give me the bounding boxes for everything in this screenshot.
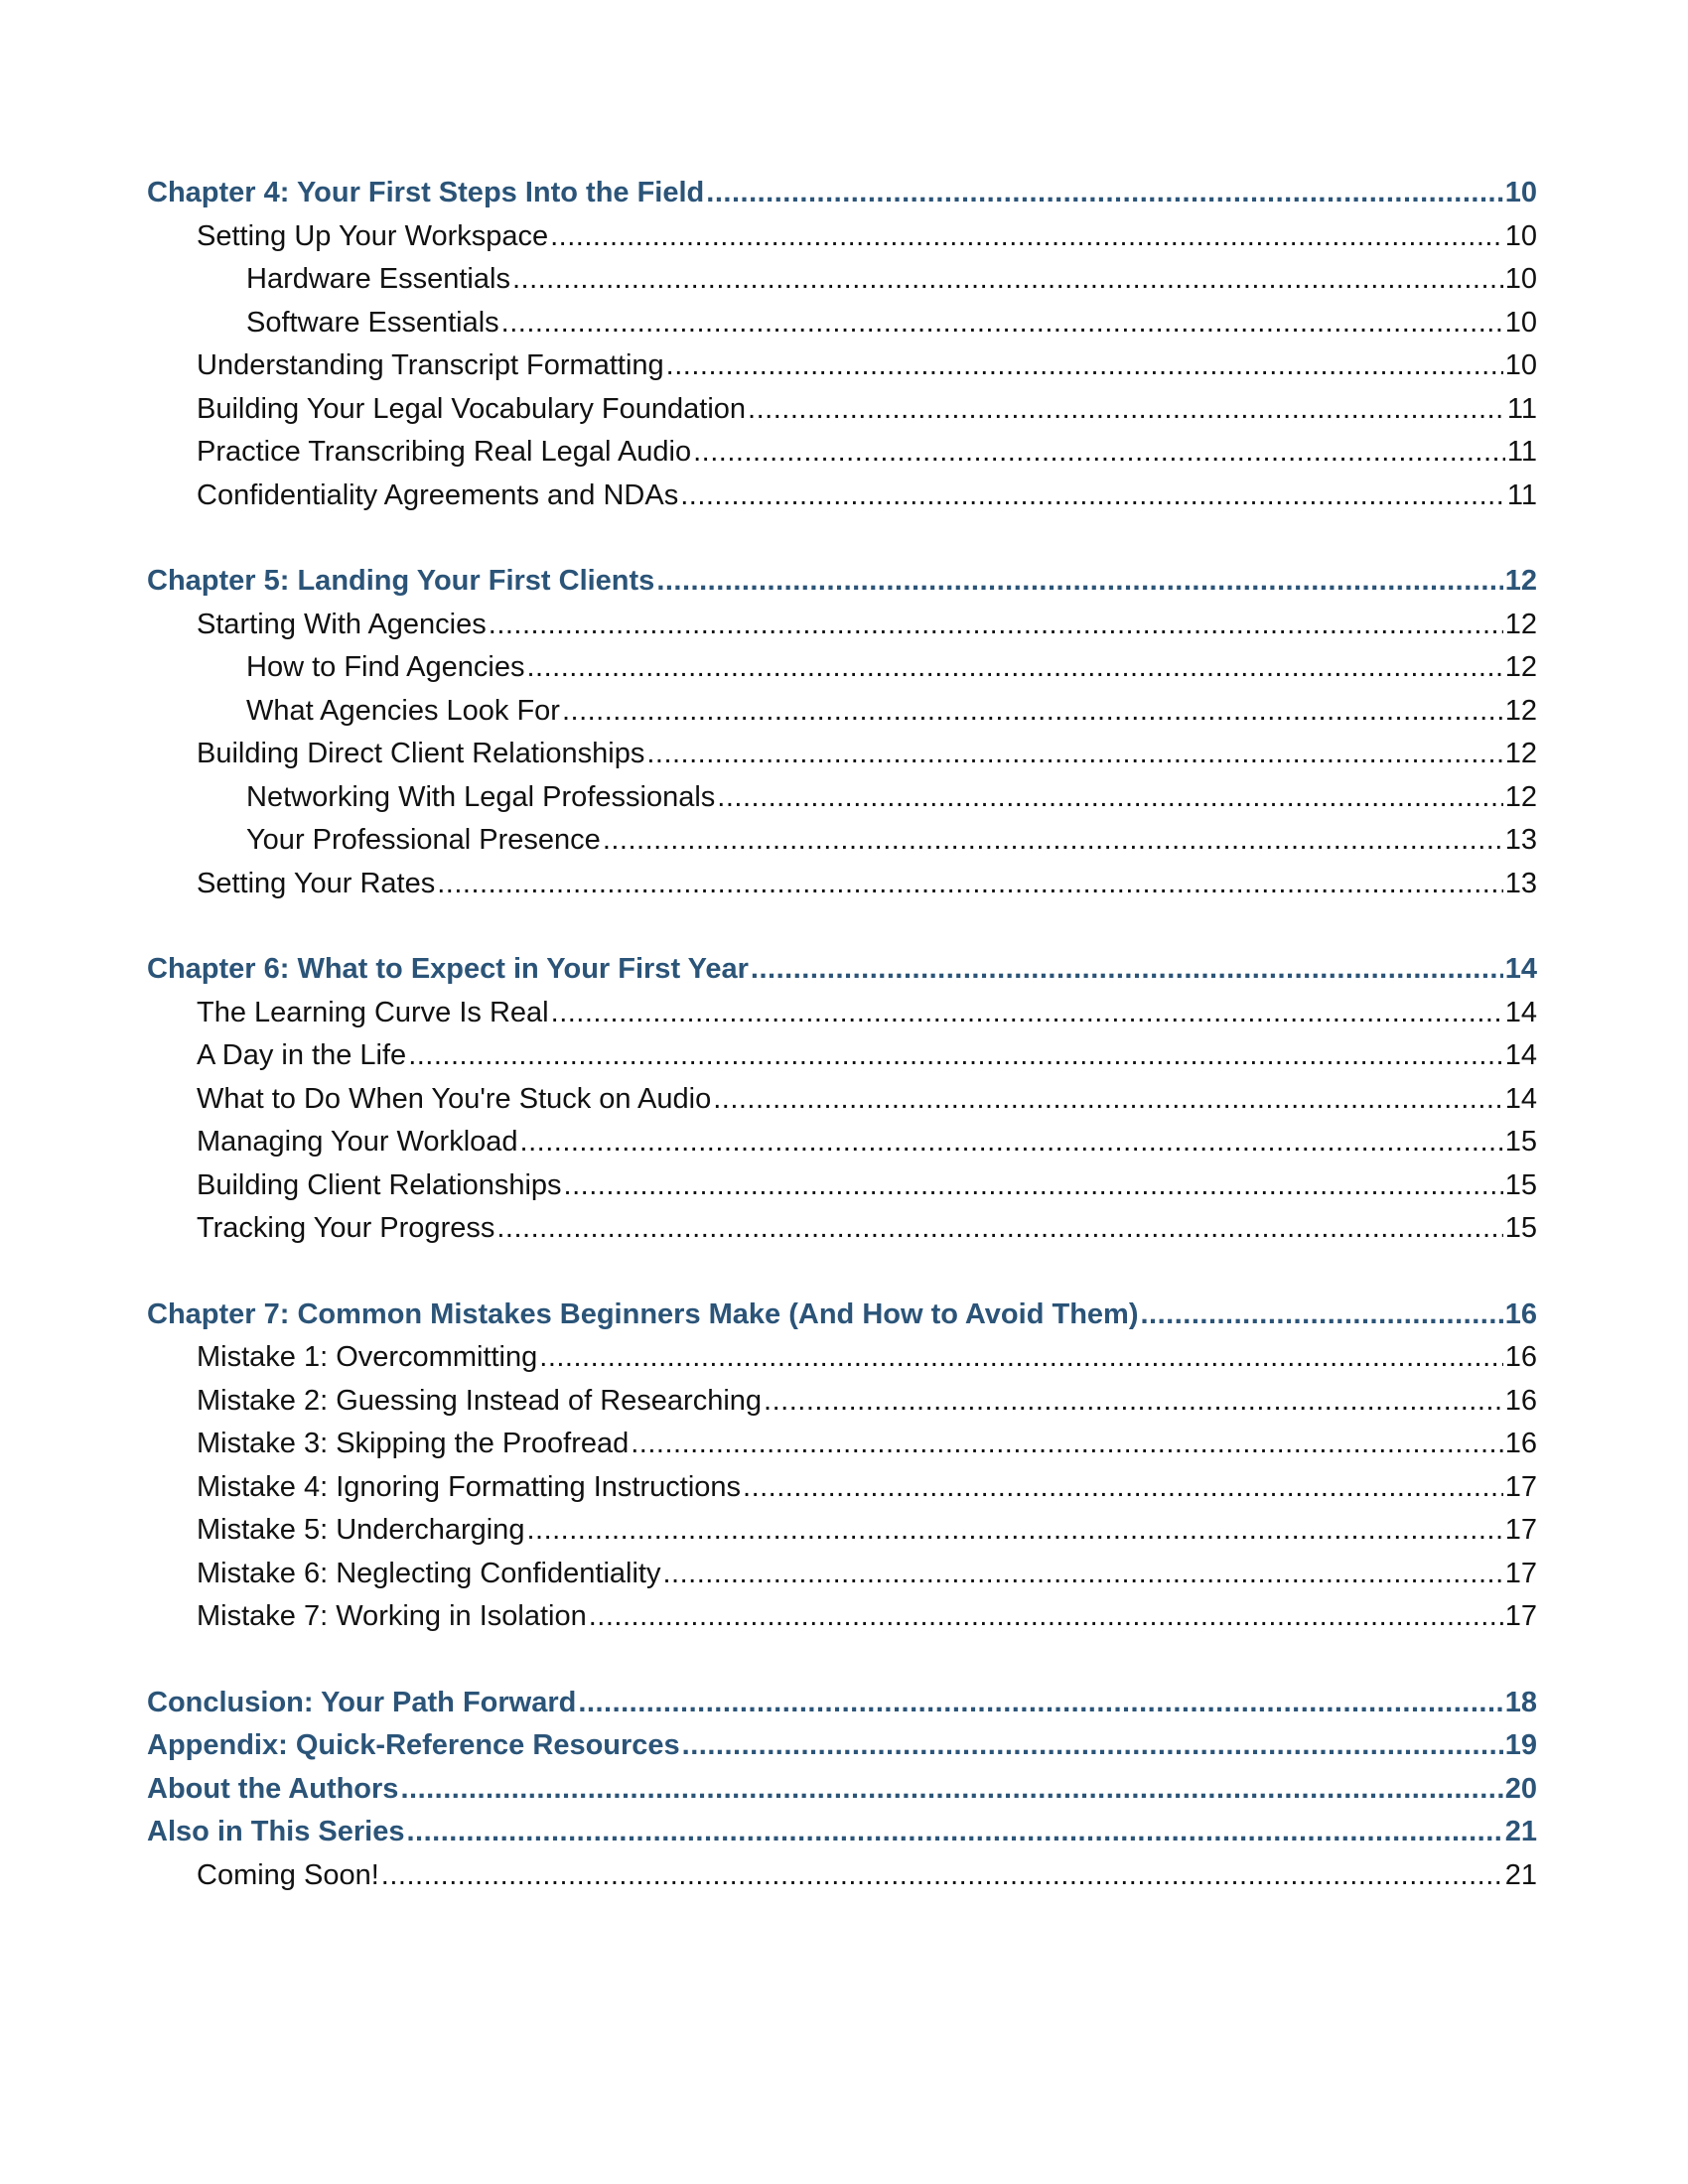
toc-section-entry[interactable] <box>147 1553 1537 1596</box>
toc-entry-title: Mistake 3: Skipping the Proofread <box>197 1428 630 1459</box>
toc-section-entry[interactable] <box>147 215 1537 259</box>
toc-dot-leader <box>406 1811 1502 1854</box>
toc-entry-title: Chapter 6: What to Expect in Your First Year <box>147 953 749 985</box>
toc-page-number: 12 <box>1504 738 1537 769</box>
table-of-contents <box>147 172 1537 1897</box>
toc-entry-title: Mistake 4: Ignoring Formatting Instructions <box>197 1470 742 1503</box>
toc-dot-leader <box>520 1121 1503 1164</box>
toc-entry-title: Also in This Series <box>147 1816 405 1847</box>
toc-entry-title: A Day in the Life <box>197 1039 407 1071</box>
toc-section-entry[interactable] <box>147 1164 1537 1208</box>
toc-dot-leader <box>656 560 1502 604</box>
toc-dot-leader <box>526 646 1502 690</box>
toc-page-number: 12 <box>1504 651 1537 683</box>
toc-chapter-entry[interactable] <box>147 948 1537 992</box>
toc-section <box>147 1294 1537 1639</box>
toc-entry-title: Mistake 1: Overcommitting <box>197 1341 538 1373</box>
toc-chapter-entry[interactable] <box>147 172 1537 215</box>
toc-page-number: 20 <box>1504 1772 1537 1805</box>
toc-page-number: 10 <box>1504 349 1537 381</box>
toc-page-number: 21 <box>1504 1858 1537 1891</box>
toc-section-entry[interactable] <box>147 1121 1537 1164</box>
toc-page-number: 14 <box>1504 953 1537 985</box>
toc-chapter-entry[interactable] <box>147 1811 1537 1854</box>
toc-page-number: 21 <box>1504 1816 1537 1847</box>
toc-section <box>147 948 1537 1251</box>
toc-entry-title: Chapter 4: Your First Steps Into the Field <box>147 177 705 208</box>
toc-chapter-entry[interactable] <box>147 1294 1537 1337</box>
toc-dot-leader <box>564 1164 1503 1208</box>
toc-page-number: 10 <box>1504 263 1537 295</box>
toc-section-entry[interactable] <box>147 1509 1537 1553</box>
toc-subsection-entry[interactable] <box>147 646 1537 690</box>
toc-entry-title: Practice Transcribing Real Legal Audio <box>197 436 692 468</box>
toc-dot-leader <box>437 863 1503 906</box>
toc-section-entry[interactable] <box>147 1207 1537 1251</box>
toc-page-number: 17 <box>1504 1514 1537 1546</box>
toc-subsection-entry[interactable] <box>147 776 1537 820</box>
toc-dot-leader <box>408 1034 1503 1078</box>
toc-page-number: 15 <box>1504 1126 1537 1158</box>
toc-entry-title: Appendix: Quick-Reference Resources <box>147 1729 680 1761</box>
toc-page-number: 12 <box>1504 694 1537 727</box>
toc-page-number: 14 <box>1504 1082 1537 1115</box>
toc-dot-leader <box>717 776 1502 820</box>
toc-page-number: 16 <box>1504 1428 1537 1459</box>
toc-section-entry[interactable] <box>147 1466 1537 1510</box>
toc-dot-leader <box>713 1078 1503 1122</box>
toc-dot-leader <box>489 604 1503 647</box>
toc-section-entry[interactable] <box>147 1336 1537 1380</box>
toc-dot-leader <box>751 948 1503 992</box>
toc-section-entry[interactable] <box>147 1423 1537 1466</box>
toc-dot-leader <box>381 1854 1503 1898</box>
toc-entry-title: Conclusion: Your Path Forward <box>147 1686 577 1718</box>
toc-dot-leader <box>631 1423 1502 1466</box>
toc-dot-leader <box>501 302 1503 345</box>
toc-entry-title: Building Direct Client Relationships <box>197 738 645 769</box>
toc-page-number: 11 <box>1506 436 1537 468</box>
toc-entry-title: Software Essentials <box>246 306 499 339</box>
toc-section-entry[interactable] <box>147 388 1537 432</box>
toc-page-number: 18 <box>1504 1686 1537 1718</box>
toc-section-entry[interactable] <box>147 1078 1537 1122</box>
toc-section-entry[interactable] <box>147 344 1537 388</box>
toc-dot-leader <box>603 819 1503 863</box>
toc-dot-leader <box>526 1509 1502 1553</box>
toc-page-number: 16 <box>1504 1341 1537 1373</box>
toc-page-number: 19 <box>1504 1729 1537 1761</box>
toc-chapter-entry[interactable] <box>147 1682 1537 1725</box>
toc-section-entry[interactable] <box>147 733 1537 776</box>
toc-entry-title: Understanding Transcript Formatting <box>197 349 664 381</box>
toc-entry-title: Building Client Relationships <box>197 1168 562 1201</box>
toc-page-number: 10 <box>1504 177 1537 208</box>
toc-dot-leader <box>764 1380 1503 1424</box>
toc-entry-title: The Learning Curve Is Real <box>197 996 549 1028</box>
toc-dot-leader <box>680 475 1505 518</box>
toc-section <box>147 172 1537 517</box>
toc-section-entry[interactable] <box>147 1854 1537 1898</box>
toc-subsection-entry[interactable] <box>147 258 1537 302</box>
toc-dot-leader <box>400 1768 1502 1812</box>
toc-dot-leader <box>539 1336 1502 1380</box>
toc-page-number: 10 <box>1504 306 1537 339</box>
toc-entry-title: What Agencies Look For <box>246 694 560 727</box>
toc-page-number: 13 <box>1504 824 1537 856</box>
toc-entry-title: Mistake 5: Undercharging <box>197 1514 525 1546</box>
toc-chapter-entry[interactable] <box>147 560 1537 604</box>
toc-page-number: 15 <box>1504 1168 1537 1201</box>
toc-entry-title: About the Authors <box>147 1772 399 1805</box>
toc-entry-title: Chapter 7: Common Mistakes Beginners Make (And How to Avoid Them) <box>147 1297 1139 1330</box>
toc-entry-title: Confidentiality Agreements and NDAs <box>197 478 679 511</box>
toc-dot-leader <box>589 1595 1503 1639</box>
toc-section <box>147 560 1537 905</box>
toc-page-number: 17 <box>1504 1557 1537 1589</box>
toc-section-entry[interactable] <box>147 475 1537 518</box>
toc-dot-leader <box>743 1466 1503 1510</box>
toc-page-number: 15 <box>1504 1212 1537 1244</box>
toc-dot-leader <box>693 431 1505 475</box>
toc-page-number: 17 <box>1504 1600 1537 1632</box>
toc-subsection-entry[interactable] <box>147 819 1537 863</box>
toc-section-entry[interactable] <box>147 1380 1537 1424</box>
toc-entry-title: Starting With Agencies <box>197 608 487 640</box>
toc-chapter-entry[interactable] <box>147 1768 1537 1812</box>
toc-dot-leader <box>512 258 1503 302</box>
toc-entry-title: Mistake 6: Neglecting Confidentiality <box>197 1557 661 1589</box>
toc-section-entry[interactable] <box>147 431 1537 475</box>
toc-dot-leader <box>578 1682 1502 1725</box>
toc-dot-leader <box>706 172 1502 215</box>
toc-entry-title: Setting Up Your Workspace <box>197 219 549 252</box>
toc-page-number: 16 <box>1504 1384 1537 1417</box>
toc-section-entry[interactable] <box>147 1595 1537 1639</box>
toc-entry-title: How to Find Agencies <box>246 651 525 683</box>
toc-entry-title: Setting Your Rates <box>197 867 436 899</box>
toc-page-number: 16 <box>1504 1297 1537 1330</box>
toc-dot-leader <box>646 733 1502 776</box>
toc-page-number: 11 <box>1506 392 1537 425</box>
toc-page-number: 14 <box>1504 996 1537 1028</box>
toc-dot-leader <box>666 344 1503 388</box>
toc-entry-title: Mistake 7: Working in Isolation <box>197 1600 587 1632</box>
toc-page-number: 17 <box>1504 1470 1537 1503</box>
toc-entry-title: Your Professional Presence <box>246 824 601 856</box>
toc-entry-title: Hardware Essentials <box>246 263 510 295</box>
toc-dot-leader <box>1140 1294 1502 1337</box>
toc-subsection-entry[interactable] <box>147 690 1537 734</box>
toc-dot-leader <box>550 215 1503 259</box>
toc-page-number: 12 <box>1504 780 1537 813</box>
toc-entry-title: Building Your Legal Vocabulary Foundation <box>197 392 747 425</box>
toc-dot-leader <box>682 1724 1503 1768</box>
toc-page-number: 14 <box>1504 1039 1537 1071</box>
toc-entry-title: Networking With Legal Professionals <box>246 780 716 813</box>
toc-section-entry[interactable] <box>147 604 1537 647</box>
toc-entry-title: What to Do When You're Stuck on Audio <box>197 1082 712 1115</box>
toc-entry-title: Managing Your Workload <box>197 1126 518 1158</box>
toc-subsection-entry[interactable] <box>147 302 1537 345</box>
toc-entry-title: Mistake 2: Guessing Instead of Researching <box>197 1384 763 1417</box>
toc-dot-leader <box>562 690 1503 734</box>
toc-page-number: 13 <box>1504 867 1537 899</box>
toc-page-number: 12 <box>1504 565 1537 597</box>
toc-dot-leader <box>662 1553 1502 1596</box>
toc-entry-title: Coming Soon! <box>197 1858 379 1891</box>
toc-chapter-entry[interactable] <box>147 1724 1537 1768</box>
toc-section-entry[interactable] <box>147 1034 1537 1078</box>
toc-dot-leader <box>748 388 1505 432</box>
toc-section <box>147 1682 1537 1898</box>
toc-section-entry[interactable] <box>147 863 1537 906</box>
toc-page-number: 12 <box>1504 608 1537 640</box>
toc-dot-leader <box>496 1207 1502 1251</box>
toc-entry-title: Chapter 5: Landing Your First Clients <box>147 565 655 597</box>
toc-dot-leader <box>551 992 1503 1035</box>
toc-section-entry[interactable] <box>147 992 1537 1035</box>
toc-entry-title: Tracking Your Progress <box>197 1212 495 1244</box>
toc-page-number: 10 <box>1504 219 1537 252</box>
toc-page-number: 11 <box>1506 478 1537 511</box>
